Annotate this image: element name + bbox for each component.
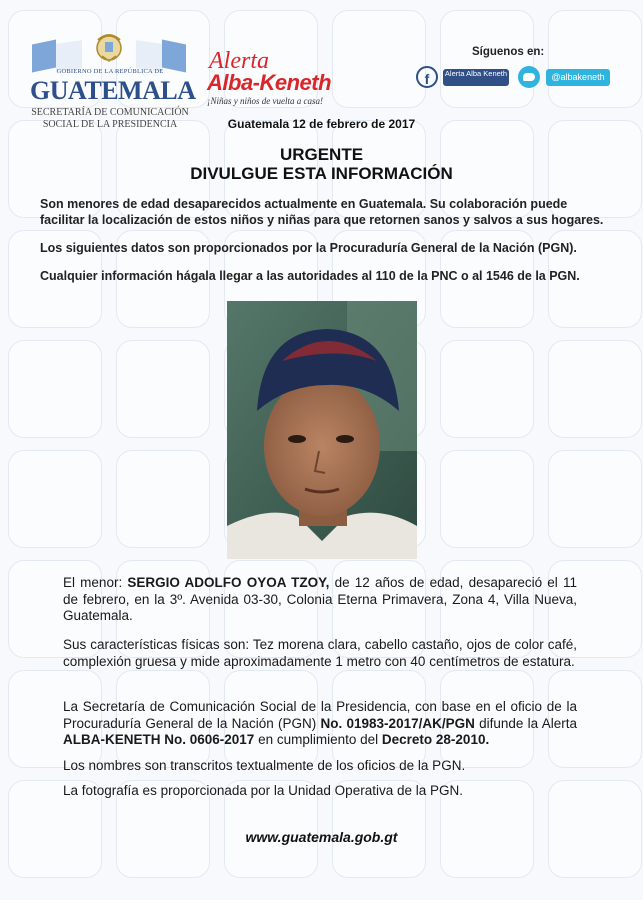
alba-keneth-tagline: ¡Niñas y niños de vuelta a casa! (207, 96, 323, 106)
decree-number: Decreto 28-2010. (381, 732, 490, 747)
alerta-word: Alerta (209, 48, 269, 74)
alba-keneth-word: Alba-Keneth (207, 70, 332, 95)
b3-text-a: La Secretaría de Comunicación Social de la Presidencia, con base en el oficio de la Procuraduría General de la Nación (PGN) (63, 699, 577, 731)
alert-legal-basis (63, 699, 577, 749)
website-link[interactable]: www.guatemala.gob.gt (245, 829, 398, 845)
government-logo (30, 24, 196, 132)
intro-paragraph-1: Son menores de edad desaparecidos actualmente en Guatemala. Su colaboración puede facilitar la localización de estos niños y niñas para que retornen sanos y salvos a sus hogares. (40, 197, 604, 227)
facebook-icon[interactable]: f (416, 66, 438, 88)
date-line: Guatemala 12 de febrero de 2017 (227, 117, 416, 131)
social-links (412, 44, 612, 94)
b3-text-e: en cumplimiento del (254, 732, 382, 747)
gob-small-text: GOBIERNO DE LA REPÚBLICA DE (56, 68, 164, 75)
names-note: Los nombres son transcritos textualmente de los oficios de la PGN. (63, 758, 466, 773)
alba-keneth-logo (205, 48, 340, 110)
social-title: Síguenos en: (472, 46, 545, 58)
child-description (63, 575, 577, 625)
facebook-link[interactable]: Alerta Alba Keneth (443, 69, 509, 86)
intro-paragraph-2: Los siguientes datos son proporcionados por la Procuraduría General de la Nación (PGN). (40, 241, 577, 255)
title-divulgue: DIVULGUE ESTA INFORMACIÓN (190, 164, 453, 183)
gob-secretariat-line2: SOCIAL DE LA PRESIDENCIA (42, 119, 178, 130)
b3-text-c: difunde la Alerta (474, 715, 577, 731)
b1-pre: El menor: (63, 575, 128, 590)
pgn-oficio-number: No. 01983-2017/AK/PGN (320, 715, 475, 731)
gob-secretariat-line1: SECRETARÍA DE COMUNICACIÓN (31, 107, 189, 118)
twitter-icon[interactable] (518, 66, 540, 88)
child-name: SERGIO ADOLFO OYOA TZOY, (127, 575, 330, 590)
coat-of-arms-icon (90, 30, 128, 64)
portrait-image (227, 301, 417, 559)
gob-country-name: GUATEMALA (30, 76, 196, 105)
photo-note: La fotografía es proporcionada por la Unidad Operativa de la PGN. (63, 783, 463, 798)
alert-number: ALBA-KENETH No. 0606-2017 (63, 732, 255, 747)
intro-paragraph-3: Cualquier información hágala llegar a las autoridades al 110 de la PNC o al 1546 de la PGN. (40, 269, 580, 283)
b1-post: de 12 años de edad, desapareció el 11 de febrero, en la 3º. Avenida 03-30, Colonia Eterna Primavera, Zona 4, Villa Nueva, Guatemala. (63, 575, 578, 623)
twitter-link[interactable]: @albakeneth (546, 69, 610, 86)
missing-child-photo (227, 301, 417, 559)
title-urgente: URGENTE (279, 145, 364, 164)
physical-characteristics: Sus características físicas son: Tez morena clara, cabello castaño, ojos de color café, complexión gruesa y mide aproximadamente 1 metro con 40 centímetros de estatura. (63, 637, 577, 669)
